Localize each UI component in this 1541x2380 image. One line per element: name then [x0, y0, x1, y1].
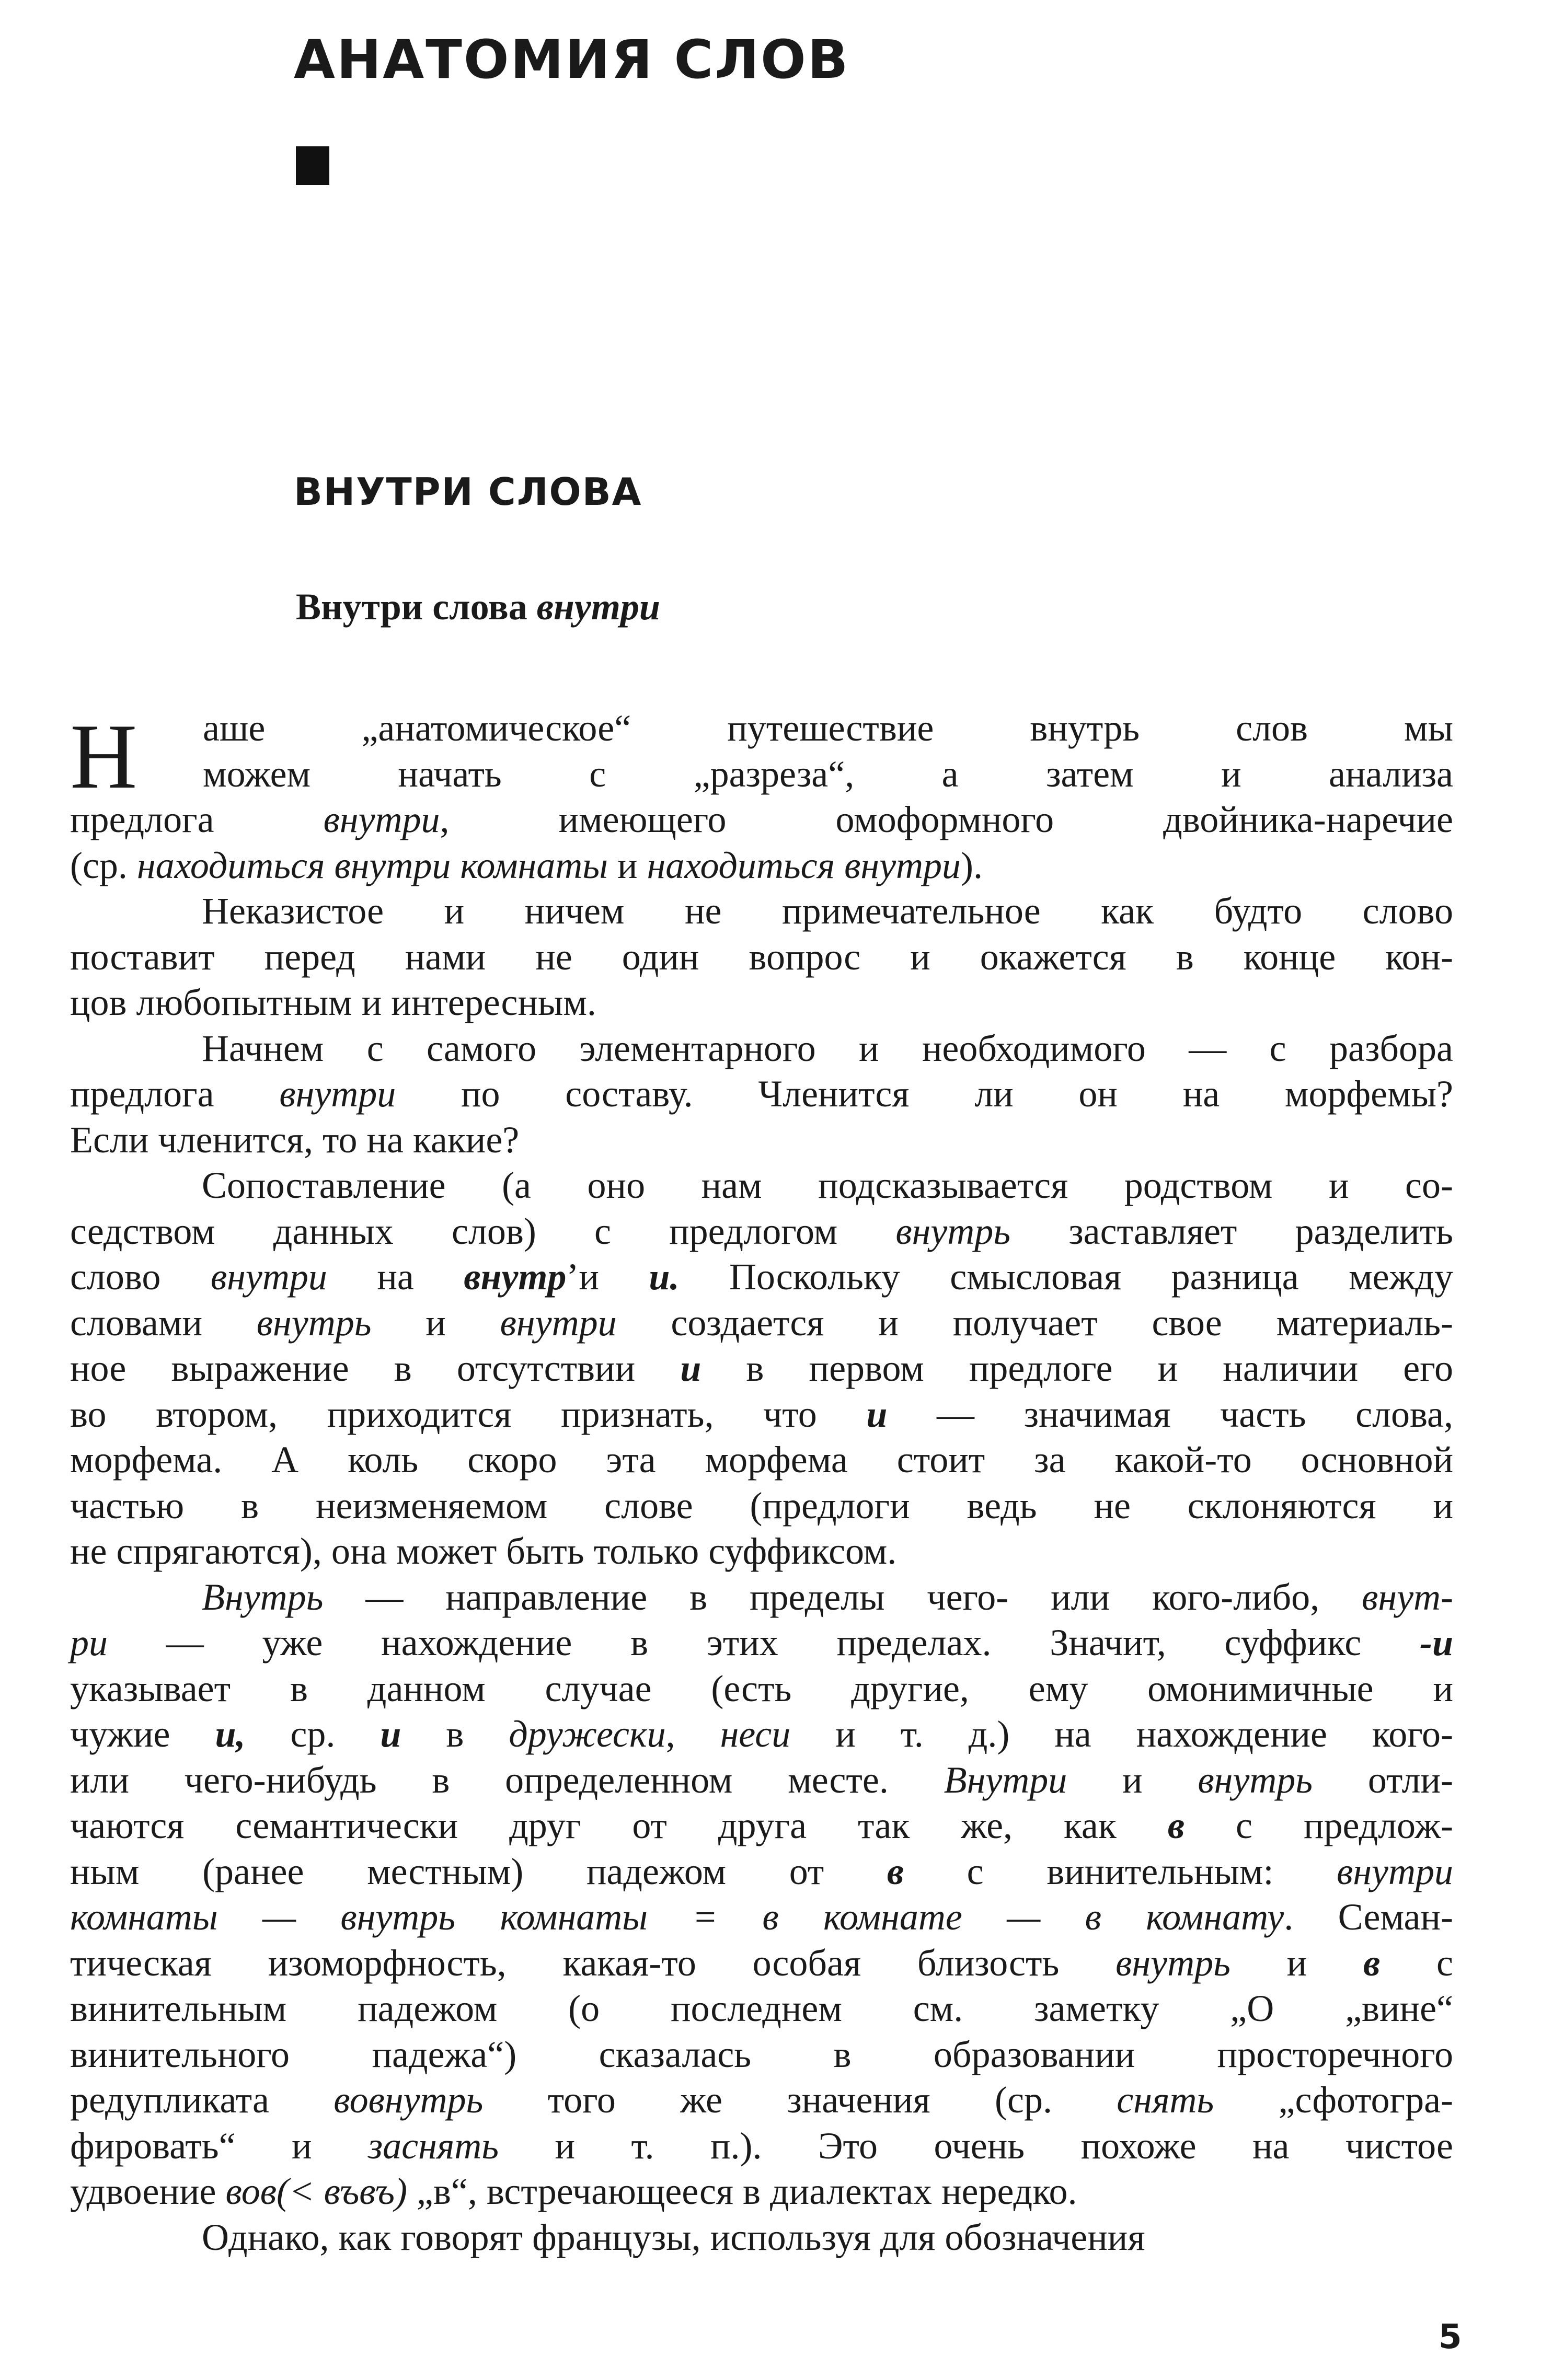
- text-run: (ср.: [70, 844, 137, 886]
- italic-word: дружески: [509, 1713, 666, 1755]
- italic-word: ри: [70, 1622, 108, 1663]
- page-number: 5: [1439, 2318, 1462, 2356]
- chapter-title: АНАТОМИЯ СЛОВ: [294, 29, 850, 91]
- text-run: предлога: [70, 799, 324, 840]
- text-line: [70, 2169, 1453, 2215]
- text-line: [70, 843, 1453, 889]
- text-run: Если членится, то на какие?: [70, 1118, 520, 1161]
- italic-word: внут-: [1362, 1576, 1453, 1618]
- text-run: „сфотогра-: [1214, 2079, 1453, 2121]
- section-title: ВНУТРИ СЛОВА: [294, 470, 642, 514]
- paragraph: [70, 706, 1453, 888]
- text-run: винительного падежа“) сказалась в образовании просторечного: [70, 2033, 1453, 2075]
- italic-word: внутри: [279, 1073, 396, 1115]
- text-run: с винительным:: [904, 1850, 1337, 1892]
- italic-word: Внутри: [944, 1759, 1067, 1801]
- text-run: — направление в пределы чего- или кого-либо,: [323, 1576, 1362, 1618]
- text-run: седством данных слов) с предлогом: [70, 1210, 896, 1252]
- bold-italic-morpheme: и: [866, 1393, 888, 1435]
- section-subtitle: [296, 588, 660, 626]
- text-run: с предлож-: [1184, 1805, 1453, 1846]
- text-run: — значимая часть слова,: [887, 1393, 1453, 1435]
- text-line: [70, 1986, 1453, 2032]
- bold-italic-morpheme: и.: [649, 1256, 680, 1298]
- text-line: [70, 980, 1453, 1026]
- text-line: [70, 2215, 1453, 2261]
- paragraph: [70, 1575, 1453, 2215]
- text-line: [70, 1346, 1453, 1392]
- text-run: и: [608, 844, 647, 886]
- text-run: Начнем с самого элементарного и необходимого — с разбора: [202, 1027, 1453, 1069]
- italic-word: внутрь: [895, 1210, 1011, 1252]
- text-run: словами: [70, 1301, 257, 1344]
- text-run: чужие: [70, 1713, 215, 1755]
- text-run: на: [327, 1256, 464, 1298]
- text-line: [70, 1849, 1453, 1895]
- text-line: [70, 1254, 1453, 1300]
- text-line: [70, 752, 1453, 798]
- text-line: [70, 1666, 1453, 1712]
- bold-italic-morpheme: -и: [1419, 1622, 1453, 1663]
- text-run: аше „анатомическое“ путешествие внутрь слов мы: [203, 707, 1453, 749]
- text-run: предлога: [70, 1073, 280, 1115]
- text-run: и: [371, 1301, 500, 1344]
- text-run: частью в неизменяемом слове (предлоги ведь не склоняются и: [70, 1484, 1453, 1527]
- text-line: [70, 2032, 1453, 2078]
- text-run: в первом предлоге и наличии его: [701, 1347, 1453, 1389]
- text-line: [70, 1163, 1453, 1209]
- bold-italic-morpheme: в: [1167, 1805, 1185, 1846]
- italic-word: внутри: [210, 1256, 327, 1298]
- subtitle-italic-word: внутри: [536, 586, 660, 628]
- text-run: отли-: [1313, 1759, 1453, 1801]
- text-run: или чего-нибудь в определенном месте.: [70, 1759, 944, 1801]
- text-line: [70, 1894, 1453, 1940]
- text-run: заставляет разделить: [1010, 1210, 1453, 1252]
- italic-word: комнаты — внутрь комнаты = в комнате — в комнату: [70, 1896, 1284, 1938]
- text-line: [70, 1803, 1453, 1849]
- italic-word: неси: [720, 1713, 791, 1755]
- italic-word: внутрь: [1116, 1942, 1230, 1984]
- text-line: [70, 797, 1453, 843]
- text-line: [70, 1071, 1453, 1117]
- italic-word: заснять: [368, 2124, 499, 2167]
- text-line: [70, 888, 1453, 934]
- bold-italic-morpheme: внутр: [464, 1256, 567, 1298]
- text-line: [70, 1712, 1453, 1758]
- italic-word: внутри: [323, 799, 440, 840]
- text-run: можем начать с „разреза“, а затем и анализа: [203, 753, 1453, 795]
- italic-word: вов(< въвъ): [225, 2170, 407, 2212]
- text-run: — уже нахождение в этих пределах. Значит, суффикс: [108, 1622, 1420, 1663]
- italic-word: Внутрь: [202, 1576, 324, 1618]
- text-run: и: [1067, 1759, 1198, 1801]
- text-run: и т. п.). Это очень похоже на чистое: [499, 2124, 1453, 2167]
- text-run: ).: [961, 844, 983, 886]
- text-line: [70, 1575, 1453, 1621]
- text-line: [70, 1117, 1453, 1163]
- paragraph: [70, 888, 1453, 1026]
- paragraph: [70, 2215, 1453, 2261]
- text-line: [70, 1940, 1453, 1986]
- text-run: не спрягаются), она может быть только суффиксом.: [70, 1530, 897, 1572]
- bold-italic-morpheme: и: [680, 1347, 702, 1389]
- text-line: [70, 1300, 1453, 1346]
- text-run: в: [401, 1713, 509, 1755]
- italic-word: внутри: [500, 1301, 617, 1344]
- text-run: фировать“ и: [70, 2124, 369, 2167]
- text-run: по составу. Членится ли он на морфемы?: [396, 1073, 1453, 1115]
- subtitle-text: Внутри слова: [296, 586, 537, 628]
- italic-word: внутри: [1337, 1850, 1453, 1892]
- text-run: Неказистое и ничем не примечательное как будто слово: [202, 890, 1453, 932]
- text-run: поставит перед нами не один вопрос и окажется в конце кон-: [70, 935, 1453, 978]
- text-run: винительным падежом (о последнем см. заметку „О „вине“: [70, 1988, 1453, 2029]
- italic-word: находиться внутри: [647, 844, 961, 886]
- text-run: ’и: [566, 1256, 649, 1298]
- text-run: ное выражение в отсутствии: [70, 1347, 681, 1389]
- text-run: Сопоставление (а оно нам подсказывается родством и со-: [202, 1164, 1453, 1206]
- text-run: того же значения (ср.: [483, 2079, 1117, 2121]
- bold-italic-morpheme: в: [887, 1850, 904, 1892]
- text-run: ным (ранее местным) падежом от: [70, 1850, 887, 1892]
- text-run: редупликата: [70, 2079, 334, 2121]
- text-run: ср.: [245, 1713, 381, 1755]
- text-run: во втором, приходится признать, что: [70, 1393, 867, 1435]
- text-line: [70, 1392, 1453, 1438]
- italic-word: находиться внутри комнаты: [136, 844, 608, 886]
- italic-word: внутрь: [256, 1301, 372, 1344]
- body-text: [70, 706, 1453, 2260]
- text-line: [70, 1209, 1453, 1255]
- paragraph: [70, 1026, 1453, 1163]
- bold-italic-morpheme: и,: [215, 1713, 246, 1755]
- text-line: [70, 1026, 1453, 1072]
- text-line: [70, 2077, 1453, 2123]
- text-line: [70, 706, 1453, 752]
- text-run: Однако, как говорят французы, используя для обозначения: [202, 2216, 1145, 2258]
- drop-cap: Н: [70, 704, 137, 808]
- text-line: [70, 1758, 1453, 1804]
- text-run: морфема. А коль скоро эта морфема стоит за какой-то основной: [70, 1439, 1453, 1481]
- italic-word: внутрь: [1198, 1759, 1313, 1801]
- text-run: , имеющего омоформного двойника-наречие: [440, 799, 1453, 840]
- text-run: удвоение: [70, 2170, 226, 2212]
- bold-italic-morpheme: и: [380, 1713, 401, 1755]
- text-run: . Семан-: [1284, 1896, 1453, 1938]
- chapter-square-marker: [296, 146, 329, 185]
- text-line: [70, 1620, 1453, 1666]
- text-run: создается и получает свое материаль-: [616, 1301, 1454, 1344]
- text-run: и: [1230, 1942, 1364, 1984]
- text-run: и т. д.) на нахождение кого-: [790, 1713, 1453, 1755]
- text-line: [70, 1483, 1453, 1529]
- text-run: с: [1380, 1942, 1453, 1984]
- text-line: [70, 1529, 1453, 1575]
- text-run: ,: [665, 1713, 720, 1755]
- paragraph: [70, 1163, 1453, 1575]
- text-line: [70, 1437, 1453, 1483]
- text-run: „в“, встречающееся в диалектах нередко.: [407, 2170, 1077, 2212]
- text-run: тическая изоморфность, какая-то особая близость: [70, 1942, 1116, 1984]
- italic-word: вовнутрь: [334, 2079, 484, 2121]
- italic-word: снять: [1117, 2079, 1214, 2121]
- text-line: [70, 2123, 1453, 2169]
- text-line: [70, 934, 1453, 980]
- text-run: цов любопытным и интересным.: [70, 981, 596, 1023]
- bold-italic-morpheme: в: [1363, 1942, 1381, 1984]
- text-run: чаются семантически друг от друга так же, как: [70, 1805, 1168, 1846]
- text-run: указывает в данном случае (есть другие, ему омонимичные и: [70, 1667, 1453, 1709]
- text-run: Поскольку смысловая разница между: [679, 1256, 1453, 1298]
- text-run: слово: [70, 1256, 211, 1298]
